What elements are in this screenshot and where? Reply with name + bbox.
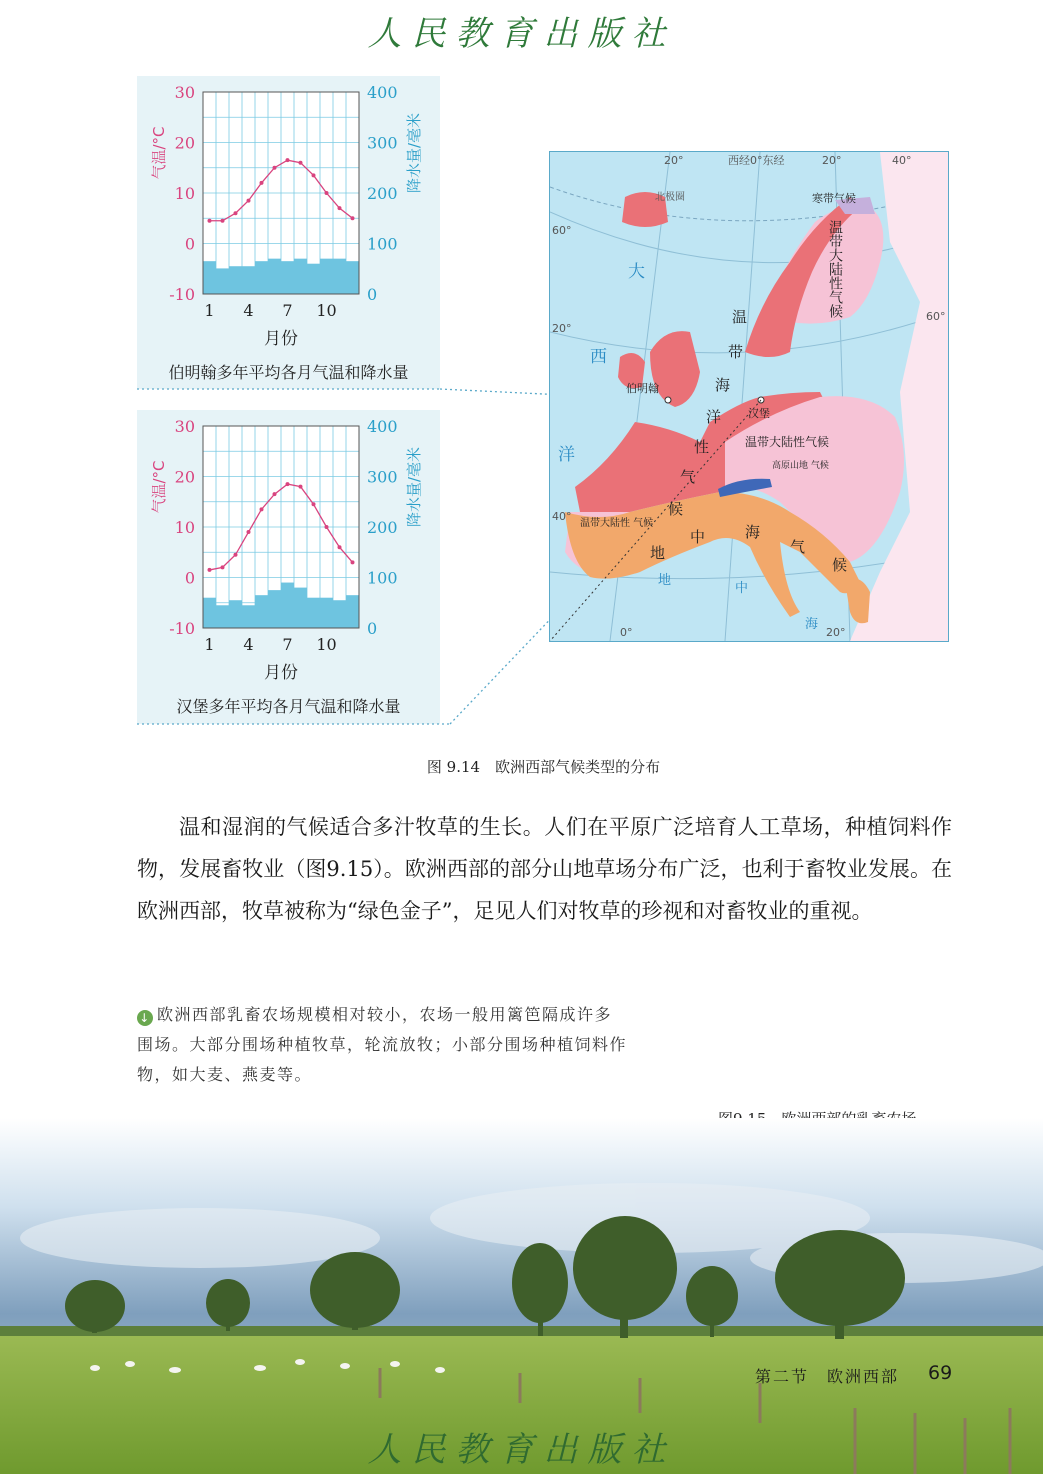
y-left-tick-label: 20 (174, 133, 195, 153)
y-left-tick-label: 0 (184, 568, 195, 588)
dairy-farm-scene (0, 1118, 1043, 1474)
grid-label: 20° (822, 154, 842, 167)
grid-label: 60° (552, 224, 572, 237)
header-publisher: 人民教育出版社 (367, 14, 676, 54)
x-tick-label: 4 (243, 635, 254, 654)
y-right-tick-label: 400 (367, 417, 398, 436)
y-left-axis-label: 气温/°C (150, 460, 168, 514)
x-axis-label: 月份 (264, 663, 298, 683)
label-med-char: 气 (790, 538, 806, 556)
y-left-tick-label: 10 (174, 184, 195, 203)
hedgerow (0, 1326, 1043, 1336)
climate-map (549, 151, 949, 642)
y-left-tick-label: 10 (174, 518, 195, 537)
label-cold: 寒带气候 (812, 192, 856, 205)
chart-title-birmingham: 伯明翰多年平均各月气温和降水量 (168, 363, 409, 382)
ocean-label: 西 (590, 347, 607, 367)
y-right-tick-label: 100 (367, 234, 398, 254)
great-britain (650, 331, 700, 407)
body-paragraph (137, 806, 952, 932)
label-med-char: 候 (832, 556, 848, 574)
dairy-farm-photo (0, 1118, 1043, 1474)
y-left-axis-label: 气温/°C (150, 126, 168, 180)
ocean-label: 大 (628, 262, 645, 282)
sea-label: 中 (735, 581, 749, 596)
y-right-tick-label: 200 (367, 518, 398, 537)
grid-label: 20° (664, 154, 684, 167)
label-maritime-char: 洋 (706, 408, 722, 426)
x-axis-label: 月份 (264, 329, 298, 349)
photo-note (137, 1000, 627, 1090)
label-maritime-char: 性 (694, 438, 710, 456)
grid-label: 西经0°东经 (728, 154, 785, 167)
footer-section: 第二节 欧洲西部 (755, 1367, 900, 1386)
label-maritime-char: 气 (680, 468, 696, 486)
sea-label: 海 (805, 617, 819, 632)
label-maritime-char: 候 (668, 500, 684, 518)
x-tick-label: 1 (204, 635, 215, 654)
y-left-tick-label: 30 (174, 83, 195, 102)
label-med-char: 海 (745, 523, 761, 541)
page-number: 69 (928, 1362, 953, 1384)
y-right-tick-label: 300 (367, 467, 398, 487)
y-left-tick-label: -10 (169, 285, 195, 304)
label-med-char: 中 (690, 528, 706, 546)
y-left-tick-label: 30 (174, 417, 195, 436)
label-continental-central: 温带大陆性气候 (745, 435, 830, 449)
y-right-tick-label: 300 (367, 133, 398, 153)
label-maritime-char: 带 (728, 343, 744, 361)
label-highland: 高原山地 气候 (772, 461, 829, 471)
body-paragraph-text: 温和湿润的气候适合多汁牧草的生长。人们在平原广泛培育人工草场，种植饲料作物，发展畜牧业（图9.15）。欧洲西部的部分山地草场分布广泛，也利于畜牧业发展。在欧洲西部，牧草被称为“绿色金子”，足见人们对牧草的珍视和对畜牧业的重视。 (137, 815, 952, 923)
y-left-tick-label: 20 (174, 467, 195, 487)
x-tick-label: 7 (282, 635, 293, 654)
photo-note-text: 欧洲西部乳畜农场规模相对较小，农场一般用篱笆隔成许多围场。大部分围场种植牧草，轮流放牧；小部分围场种植饲料作物，如大麦、燕麦等。 (137, 1005, 628, 1084)
grid-label: 0° (620, 626, 633, 639)
sea-label: 地 (658, 573, 672, 588)
ocean-label: 洋 (558, 445, 575, 465)
label-birmingham: 伯明翰 (626, 382, 659, 395)
y-left-tick-label: -10 (169, 619, 195, 638)
grid-label: 20° (826, 626, 846, 639)
label-continental-sw: 温带大陆性 气候 (580, 518, 654, 529)
y-left-tick-label: 0 (184, 234, 195, 254)
x-tick-label: 10 (316, 635, 337, 654)
birmingham-dot (665, 397, 671, 403)
arctic-circle-label: 北极圈 (655, 192, 685, 203)
x-tick-label: 7 (282, 301, 293, 320)
label-continental-north: 温带大陆性气候 (827, 220, 843, 318)
grid-label: 40° (892, 154, 912, 167)
climate-map-svg (550, 152, 948, 641)
y-right-tick-label: 400 (367, 83, 398, 102)
y-right-axis-label: 降水量/毫米 (405, 112, 423, 194)
grid-label: 60° (926, 310, 946, 323)
y-right-axis-label: 降水量/毫米 (405, 446, 423, 528)
y-right-tick-label: 0 (367, 285, 378, 304)
label-maritime-char: 温 (732, 308, 748, 326)
grid-label: 40° (552, 510, 572, 523)
label-maritime-char: 海 (715, 376, 731, 394)
x-tick-label: 10 (316, 301, 337, 320)
y-right-tick-label: 0 (367, 619, 378, 638)
label-hamburg: 汉堡 (748, 407, 770, 420)
chart-title-hamburg: 汉堡多年平均各月气温和降水量 (176, 697, 401, 716)
x-tick-label: 1 (204, 301, 215, 320)
x-tick-label: 4 (243, 301, 254, 320)
figure-14-caption: 图 9.14 欧洲西部气候类型的分布 (426, 758, 661, 776)
label-med-char: 地 (650, 544, 666, 562)
greece (845, 579, 870, 624)
footer-publisher: 人民教育出版社 (367, 1430, 676, 1470)
y-right-tick-label: 200 (367, 184, 398, 203)
grid-label: 20° (552, 322, 572, 335)
down-arrow-circle-icon: ↓ (137, 1010, 153, 1026)
y-right-tick-label: 100 (367, 568, 398, 588)
